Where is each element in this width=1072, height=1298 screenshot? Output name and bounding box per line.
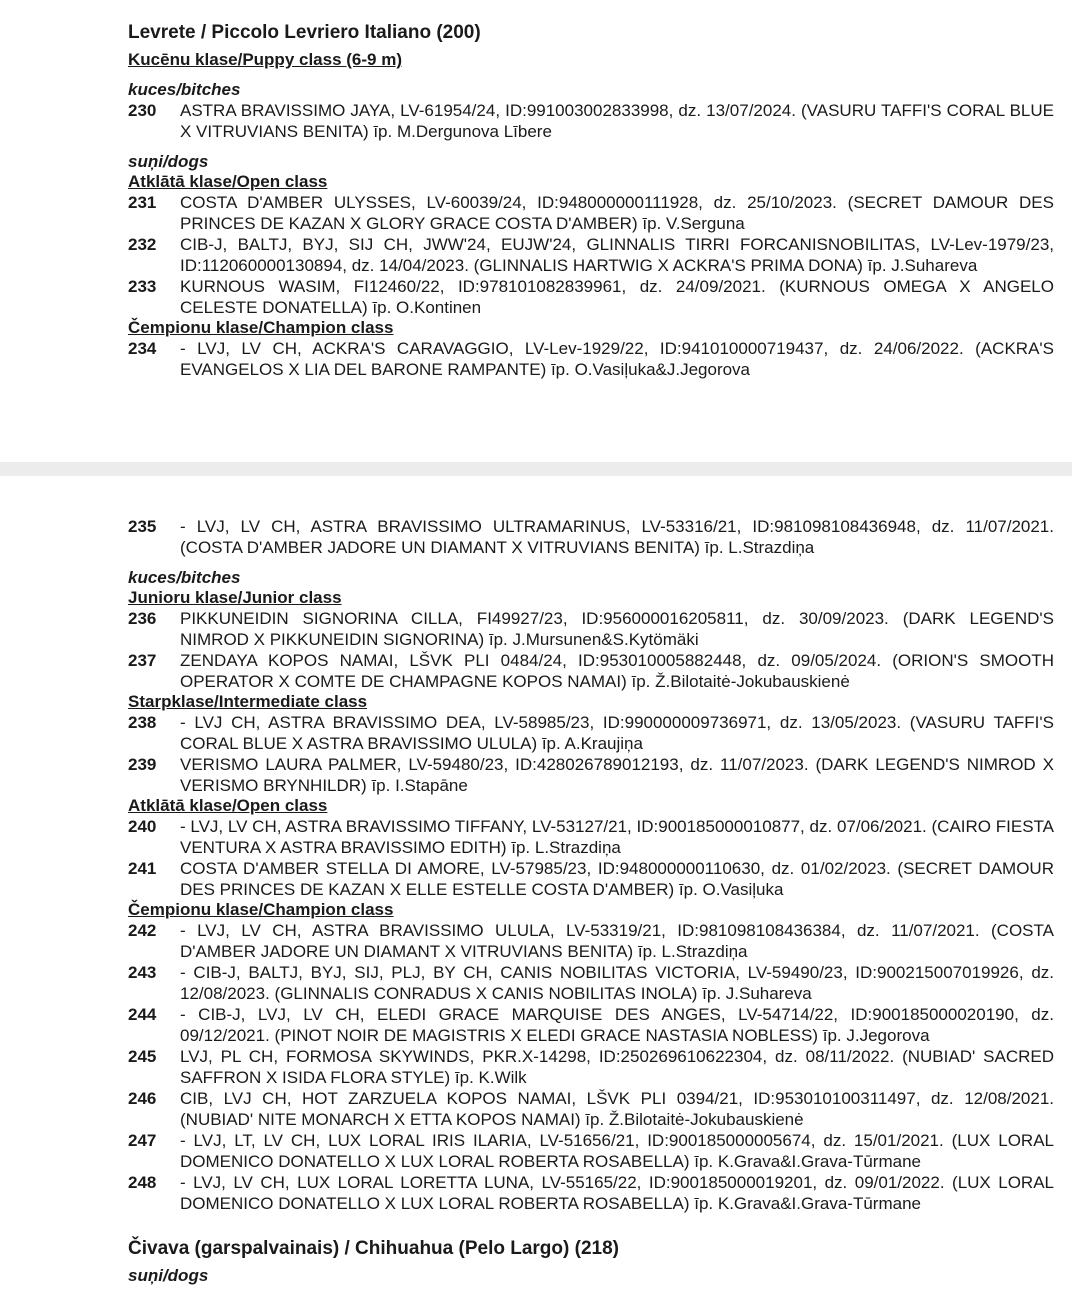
- entry-number: 240: [128, 817, 157, 836]
- catalog-entry: [128, 608, 1054, 650]
- catalog-entry: [128, 1130, 1054, 1172]
- entry-text: - LVJ, LT, LV CH, LUX LORAL IRIS ILARIA, LV-51656/21, ID:900185000005674, dz. 15/01/2021. (LUX LORAL DOMENICO DONATELLO X LUX LORAL ROBERTA ROSABELLA) īp. K.Grava&I.Grava-Tūrmane: [180, 1131, 1054, 1171]
- catalog-entry: [128, 816, 1054, 858]
- class-heading-intermediate: Starpklase/Intermediate class: [128, 692, 368, 711]
- entry-number: 230: [128, 101, 157, 120]
- entry-list: [128, 192, 1054, 318]
- entry-number: 231: [128, 193, 157, 212]
- entry-text: LVJ, PL CH, FORMOSA SKYWINDS, PKR.X-14298, ID:250269610622304, dz. 08/11/2022. (NUBIAD' SACRED SAFFRON X ISIDA FLORA STYLE) īp. K.Wilk: [180, 1047, 1054, 1087]
- entry-text: PIKKUNEIDIN SIGNORINA CILLA, FI49927/23, ID:956000016205811, dz. 30/09/2023. (DARK LEGEND'S NIMROD X PIKKUNEIDIN SIGNORINA) īp. J.Mursunen&S.Kytömäki: [180, 609, 1054, 649]
- entry-number: 245: [128, 1047, 157, 1066]
- gender-heading-bitches: kuces/bitches: [128, 568, 241, 587]
- entry-number: 248: [128, 1173, 157, 1192]
- catalog-entry: [128, 1088, 1054, 1130]
- gender-heading-dogs: suņi/dogs: [128, 152, 209, 171]
- catalog-entry: [128, 192, 1054, 234]
- entry-text: - LVJ, LV CH, ASTRA BRAVISSIMO ULTRAMARINUS, LV-53316/21, ID:981098108436948, dz. 11/07/2021. (COSTA D'AMBER JADORE UN DIAMANT X VITRUVIANS BENITA) īp. L.Strazdiņa: [180, 517, 1054, 557]
- class-heading-junior: Junioru klase/Junior class: [128, 588, 342, 607]
- entry-text: - CIB-J, LVJ, LV CH, ELEDI GRACE MARQUISE DES ANGES, LV-54714/22, ID:900185000020190, dz. 09/12/2021. (PINOT NOIR DE MAGISTRIS X ELEDI GRACE NASTASIA NOBLESS) īp. J.Jegorova: [180, 1005, 1054, 1045]
- entry-number: 233: [128, 277, 157, 296]
- catalog-entry: [128, 712, 1054, 754]
- entry-number: 237: [128, 651, 157, 670]
- entry-text: ASTRA BRAVISSIMO JAYA, LV-61954/24, ID:991003002833998, dz. 13/07/2024. (VASURU TAFFI'S CORAL BLUE X VITRUVIANS BENITA) īp. M.Dergunova Lībere: [180, 101, 1054, 141]
- class-heading-open: Atklātā klase/Open class: [128, 172, 328, 191]
- entry-number: 235: [128, 517, 157, 536]
- entry-list: [128, 516, 1054, 558]
- entry-text: CIB-J, BALTJ, BYJ, SIJ CH, JWW'24, EUJW'24, GLINNALIS TIRRI FORCANISNOBILITAS, LV-Lev-1979/23, ID:112060000130894, dz. 14/04/2023. (GLINNALIS HARTWIG X ACKRA'S PRIMA DONA) īp. J.Suhareva: [180, 235, 1054, 275]
- catalog-entry: [128, 650, 1054, 692]
- entry-number: 239: [128, 755, 157, 774]
- entry-number: 238: [128, 713, 157, 732]
- breed-title-2: Čivava (garspalvainais) / Chihuahua (Pelo Largo) (218): [128, 1238, 619, 1259]
- entry-list: [128, 338, 1054, 380]
- entry-number: 241: [128, 859, 157, 878]
- entry-number: 246: [128, 1089, 157, 1108]
- gender-heading-dogs: suņi/dogs: [128, 1266, 209, 1285]
- catalog-entry: [128, 516, 1054, 558]
- entry-number: 244: [128, 1005, 157, 1024]
- entry-list: [128, 712, 1054, 796]
- class-heading-champion: Čempionu klase/Champion class: [128, 318, 394, 337]
- entry-list: [128, 920, 1054, 1214]
- catalog-entry: [128, 1172, 1054, 1214]
- class-heading-champion: Čempionu klase/Champion class: [128, 900, 394, 919]
- entry-text: - LVJ, LV CH, ASTRA BRAVISSIMO TIFFANY, LV-53127/21, ID:900185000010877, dz. 07/06/2021. (CAIRO FIESTA VENTURA X ASTRA BRAVISSIMO EDITH) īp. L.Strazdiņa: [180, 817, 1054, 857]
- class-heading-puppy: Kucēnu klase/Puppy class (6-9 m): [128, 50, 402, 69]
- entry-list: [128, 816, 1054, 900]
- catalog-entry: [128, 276, 1054, 318]
- entry-text: VERISMO LAURA PALMER, LV-59480/23, ID:428026789012193, dz. 11/07/2023. (DARK LEGEND'S NIMROD X VERISMO BRYNHILDR) īp. I.Stapāne: [180, 755, 1054, 795]
- entry-text: CIB, LVJ CH, HOT ZARZUELA KOPOS NAMAI, LŠVK PLI 0394/21, ID:953010100311497, dz. 12/08/2021. (NUBIAD' NITE MONARCH X ETTA KOPOS NAMAI) īp. Ž.Bilotaitė-Jokubauskienė: [180, 1089, 1054, 1129]
- entry-number: 236: [128, 609, 157, 628]
- breed-title: Levrete / Piccolo Levriero Italiano (200): [128, 22, 481, 43]
- catalog-entry: [128, 858, 1054, 900]
- catalog-entry: [128, 754, 1054, 796]
- gender-heading-bitches: kuces/bitches: [128, 80, 241, 99]
- entry-text: ZENDAYA KOPOS NAMAI, LŠVK PLI 0484/24, ID:953010005882448, dz. 09/05/2024. (ORION'S SMOOTH OPERATOR X COMTE DE CHAMPAGNE KOPOS NAMAI) īp. Ž.Bilotaitė-Jokubauskienė: [180, 651, 1054, 691]
- entry-number: 242: [128, 921, 157, 940]
- entry-text: - LVJ, LV CH, LUX LORAL LORETTA LUNA, LV-55165/22, ID:900185000019201, dz. 09/01/2022. (LUX LORAL DOMENICO DONATELLO X LUX LORAL ROBERTA ROSABELLA) īp. K.Grava&I.Grava-Tūrmane: [180, 1173, 1054, 1213]
- catalog-entry: [128, 100, 1054, 142]
- catalog-entry: [128, 1046, 1054, 1088]
- entry-number: 234: [128, 339, 157, 358]
- catalog-entry: [128, 1004, 1054, 1046]
- class-heading-open: Atklātā klase/Open class: [128, 796, 328, 815]
- catalog-entry: [128, 962, 1054, 1004]
- entry-text: - CIB-J, BALTJ, BYJ, SIJ, PLJ, BY CH, CANIS NOBILITAS VICTORIA, LV-59490/23, ID:900215007019926, dz. 12/08/2023. (GLINNALIS CONRADUS X CANIS NOBILITAS INOLA) īp. J.Suhareva: [180, 963, 1054, 1003]
- entry-text: - LVJ, LV CH, ASTRA BRAVISSIMO ULULA, LV-53319/21, ID:981098108436384, dz. 11/07/2021. (COSTA D'AMBER JADORE UN DIAMANT X VITRUVIANS BENITA) īp. L.Strazdiņa: [180, 921, 1054, 961]
- catalog-entry: [128, 234, 1054, 276]
- entry-list: [128, 608, 1054, 692]
- entry-text: COSTA D'AMBER ULYSSES, LV-60039/24, ID:948000000111928, dz. 25/10/2023. (SECRET DAMOUR DES PRINCES DE KAZAN X GLORY GRACE COSTA D'AMBER) īp. V.Serguna: [180, 193, 1054, 233]
- catalog-entry: [128, 920, 1054, 962]
- entry-number: 243: [128, 963, 157, 982]
- catalog-page-2: [0, 476, 1072, 1298]
- entry-list: [128, 100, 1054, 142]
- page-separator: [0, 462, 1072, 476]
- entry-text: - LVJ, LV CH, ACKRA'S CARAVAGGIO, LV-Lev-1929/22, ID:941010000719437, dz. 24/06/2022. (ACKRA'S EVANGELOS X LIA DEL BARONE RAMPANTE) īp. O.Vasiļuka&J.Jegorova: [180, 339, 1054, 379]
- entry-text: - LVJ CH, ASTRA BRAVISSIMO DEA, LV-58985/23, ID:990000009736971, dz. 13/05/2023. (VASURU TAFFI'S CORAL BLUE X ASTRA BRAVISSIMO ULULA) īp. A.Kraujiņa: [180, 713, 1054, 753]
- entry-text: COSTA D'AMBER STELLA DI AMORE, LV-57985/23, ID:948000000110630, dz. 01/02/2023. (SECRET DAMOUR DES PRINCES DE KAZAN X ELLE ESTELLE COSTA D'AMBER) īp. O.Vasiļuka: [180, 859, 1054, 899]
- entry-number: 232: [128, 235, 157, 254]
- entry-text: KURNOUS WASIM, FI12460/22, ID:978101082839961, dz. 24/09/2021. (KURNOUS OMEGA X ANGELO CELESTE DONATELLA) īp. O.Kontinen: [180, 277, 1054, 317]
- entry-number: 247: [128, 1131, 157, 1150]
- catalog-page-1: [0, 0, 1072, 462]
- catalog-entry: [128, 338, 1054, 380]
